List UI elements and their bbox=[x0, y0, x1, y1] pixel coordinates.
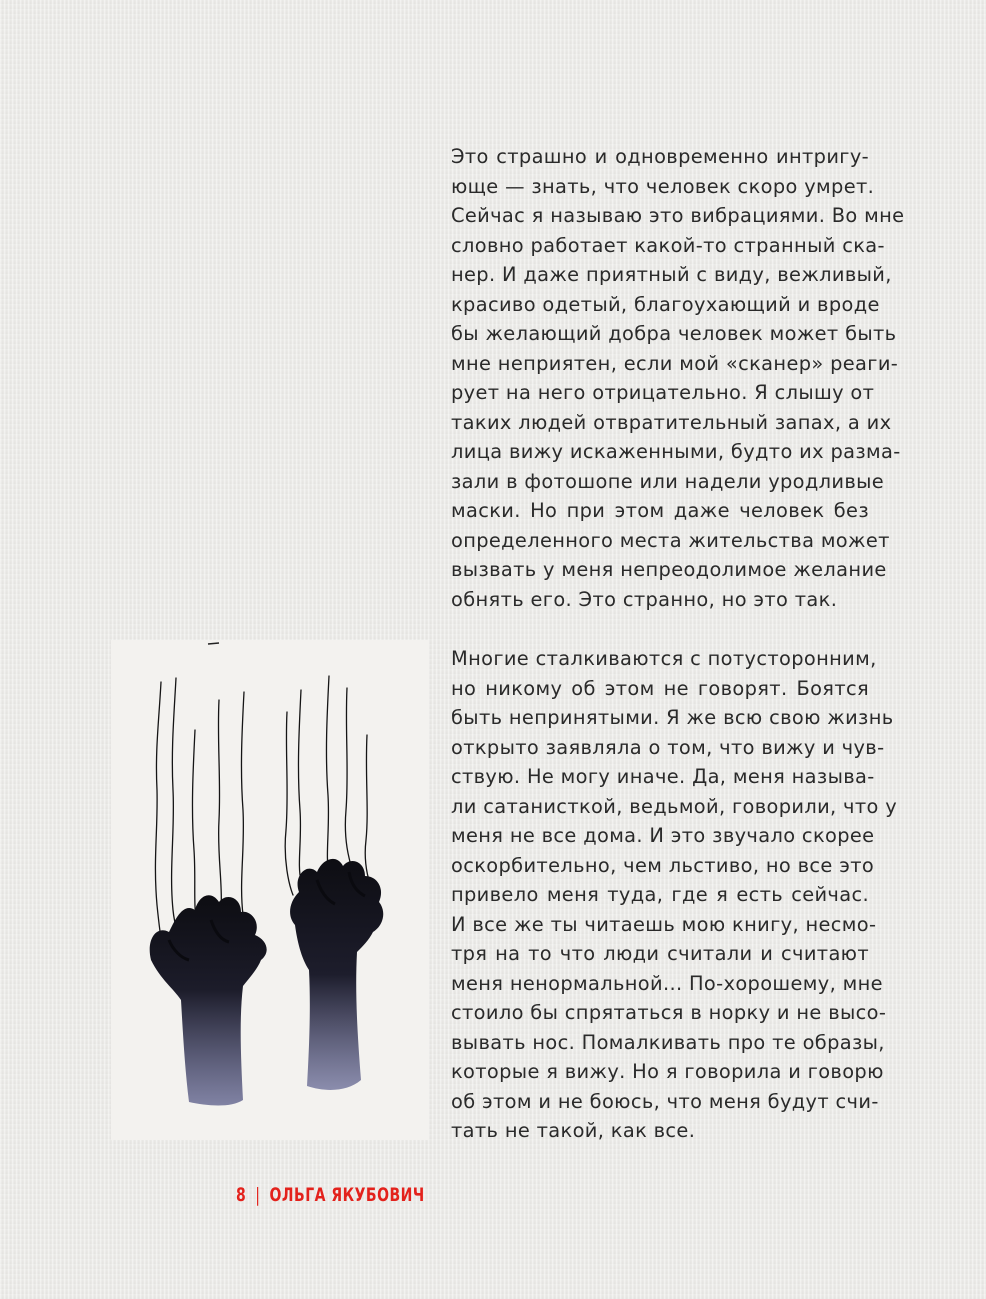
text-line: вывать нос. Помалкивать про те образы, bbox=[451, 1030, 885, 1054]
paragraph-2 bbox=[451, 644, 898, 1146]
text-line: стоило бы спрятаться в норку и не высо- bbox=[451, 1001, 887, 1024]
text-line: мне неприятен, если мой «сканер» реаги- bbox=[451, 351, 899, 375]
paragraph-1 bbox=[451, 142, 905, 614]
footer-separator: | bbox=[255, 1184, 261, 1206]
text-line: меня не все дома. И это звучало скорее bbox=[451, 824, 875, 847]
text-line: Сейчас я называю это вибрациями. Во мне bbox=[451, 204, 905, 227]
right-paw bbox=[290, 859, 383, 1090]
clawed-paws-illustration bbox=[111, 640, 429, 1140]
text-line: но никому об этом не говорят. Боятся bbox=[451, 676, 869, 700]
text-line: лица вижу искаженными, будто их разма- bbox=[451, 440, 901, 463]
text-line: вызвать у меня непреодолимое желание bbox=[451, 558, 887, 581]
text-line: привело меня туда, где я есть сейчас. bbox=[451, 883, 869, 906]
text-line: оскорбительно, чем льстиво, но все это bbox=[451, 853, 875, 877]
text-line: юще — знать, что человек скоро умрет. bbox=[451, 174, 875, 198]
text-line: об этом и не боюсь, что меня будут счи- bbox=[451, 1089, 879, 1113]
author-name: ОЛЬГА ЯКУБОВИЧ bbox=[269, 1184, 425, 1206]
text-line: тря на то что люди считали и считают bbox=[451, 942, 869, 965]
text-line: красиво одетый, благоухающий и вроде bbox=[451, 292, 880, 316]
running-footer bbox=[236, 1180, 425, 1210]
text-line: словно работает какой-то странный ска- bbox=[451, 233, 885, 257]
text-line: тать не такой, как все. bbox=[451, 1119, 696, 1142]
body-text bbox=[451, 142, 905, 1146]
text-line: таких людей отвратительный запах, а их bbox=[451, 410, 892, 434]
text-line: И все же ты читаешь мою книгу, несмо- bbox=[451, 912, 877, 936]
ink-paws-drawing bbox=[111, 640, 429, 1140]
text-line: быть непринятыми. Я же всю свою жизнь bbox=[451, 706, 894, 729]
text-line: Это страшно и одновременно интригу- bbox=[451, 145, 869, 168]
text-line: рует на него отрицательно. Я слышу от bbox=[451, 381, 875, 404]
text-line: меня ненормальной... По-хорошему, мне bbox=[451, 971, 883, 995]
left-paw bbox=[150, 895, 267, 1105]
text-line: ли сатанисткой, ведьмой, говорили, что у bbox=[451, 794, 898, 818]
text-line: которые я вижу. Но я говорила и говорю bbox=[451, 1060, 884, 1083]
ink-mark bbox=[208, 643, 219, 644]
text-line: открыто заявляла о том, что вижу и чув- bbox=[451, 735, 885, 759]
text-line: нер. И даже приятный с виду, вежливый, bbox=[451, 263, 892, 286]
text-line: маски. Но при этом даже человек без bbox=[451, 499, 869, 522]
text-line: определенного места жительства может bbox=[451, 528, 890, 552]
text-line: ствую. Не могу иначе. Да, меня называ- bbox=[451, 765, 875, 788]
page-number: 8 bbox=[236, 1184, 247, 1206]
text-line: обнять его. Это странно, но это так. bbox=[451, 587, 838, 611]
text-line: зали в фотошопе или надели уродливые bbox=[451, 469, 885, 493]
text-line: бы желающий добра человек может быть bbox=[451, 322, 897, 345]
text-line: Многие сталкиваются с потусторонним, bbox=[451, 647, 877, 670]
